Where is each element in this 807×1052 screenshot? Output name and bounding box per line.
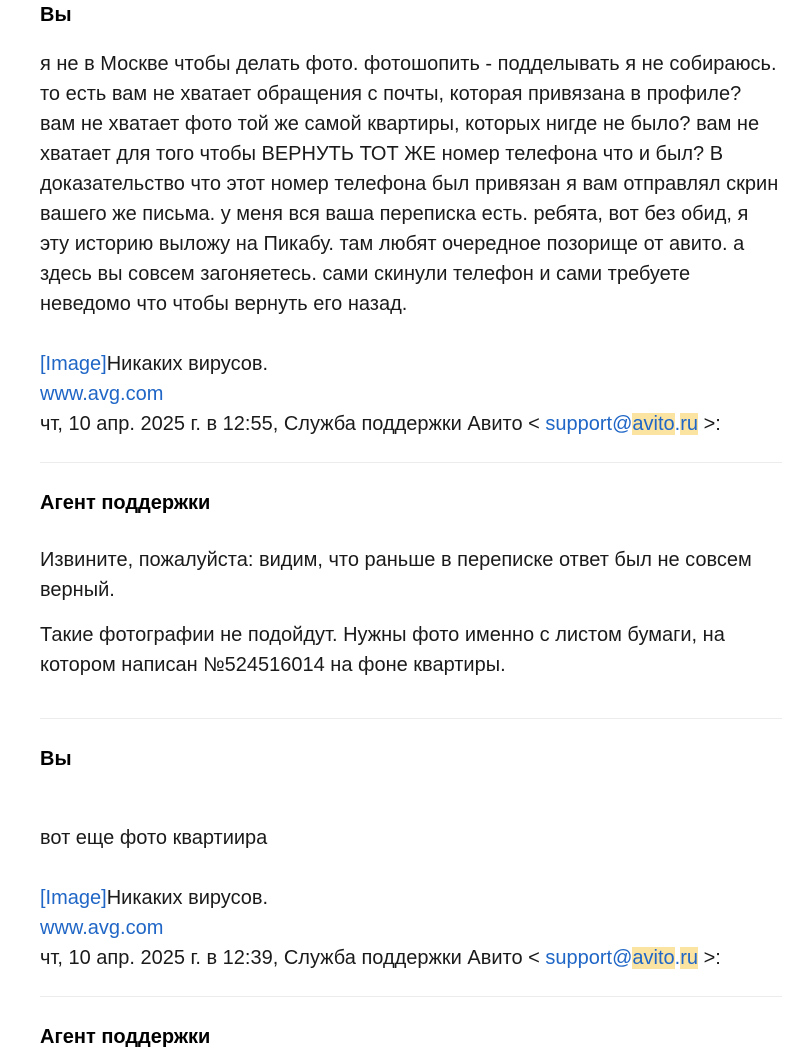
antivirus-line: [40, 883, 782, 913]
quote-suffix: >:: [698, 413, 721, 435]
message-agent-2: [40, 1022, 782, 1052]
antivirus-line: [40, 349, 782, 379]
quote-prefix: чт, 10 апр. 2025 г. в 12:39, Служба поддержки Авито <: [40, 947, 546, 969]
image-link[interactable]: [Image]: [40, 887, 107, 909]
support-email-link[interactable]: [545, 413, 698, 435]
message-user-2: [40, 744, 782, 997]
email-signature: [40, 349, 782, 439]
message-sender: Агент поддержки: [40, 1026, 211, 1048]
email-dot: .: [674, 947, 681, 969]
message-agent-1: [40, 488, 782, 719]
email-signature: [40, 883, 782, 973]
antivirus-url-link[interactable]: www.avg.com: [40, 917, 164, 939]
quote-header: [40, 409, 782, 439]
email-dot: .: [674, 413, 681, 435]
email-user: support@: [545, 947, 633, 969]
message-divider: [40, 996, 782, 997]
message-text: я не в Москве чтобы делать фото. фотошопить - подделывать я не собираюсь. то есть вам не хватает обращения с почты, которая привязана в профиле? вам не хватает фото той же самой квартиры, которых нигде не было? вам не хватает для того чтобы ВЕРНУТЬ ТОТ ЖЕ номер телефона что и был? В доказательство что этот номер телефона был привязан я вам отправлял скрин вашего же письма. у меня вся ваша переписка есть. ребята, вот без обид, я эту историю выложу на Пикабу. там любят очередное позорище от авито. а здесь вы совсем загоняетесь. сами скинули телефон и сами требуете неведомо что чтобы вернуть его назад.: [40, 53, 779, 315]
message-text: вот еще фото квартиира: [40, 827, 268, 849]
quote-suffix: >:: [698, 947, 721, 969]
email-user: support@: [545, 413, 633, 435]
message-user-1: [40, 0, 782, 463]
antivirus-text: Никаких вирусов.: [106, 887, 269, 909]
email-domain: avito: [632, 413, 675, 435]
support-email-link[interactable]: [545, 947, 698, 969]
email-tld: ru: [680, 413, 699, 435]
quote-header: [40, 943, 782, 973]
message-thread: [40, 0, 782, 1052]
message-sender: Вы: [40, 748, 72, 770]
antivirus-url-link[interactable]: www.avg.com: [40, 383, 164, 405]
antivirus-text: Никаких вирусов.: [106, 353, 269, 375]
message-sender: Вы: [40, 4, 72, 26]
image-link[interactable]: [Image]: [40, 353, 107, 375]
message-divider: [40, 462, 782, 463]
message-paragraph: Такие фотографии не подойдут. Нужны фото именно с листом бумаги, на котором написан №524516014 на фоне квартиры.: [40, 624, 725, 676]
message-sender: Агент поддержки: [40, 492, 211, 514]
message-divider: [40, 718, 782, 719]
email-domain: avito: [632, 947, 675, 969]
email-tld: ru: [680, 947, 699, 969]
message-paragraph: Извините, пожалуйста: видим, что раньше в переписке ответ был не совсем верный.: [40, 549, 752, 601]
quote-prefix: чт, 10 апр. 2025 г. в 12:55, Служба поддержки Авито <: [40, 413, 546, 435]
